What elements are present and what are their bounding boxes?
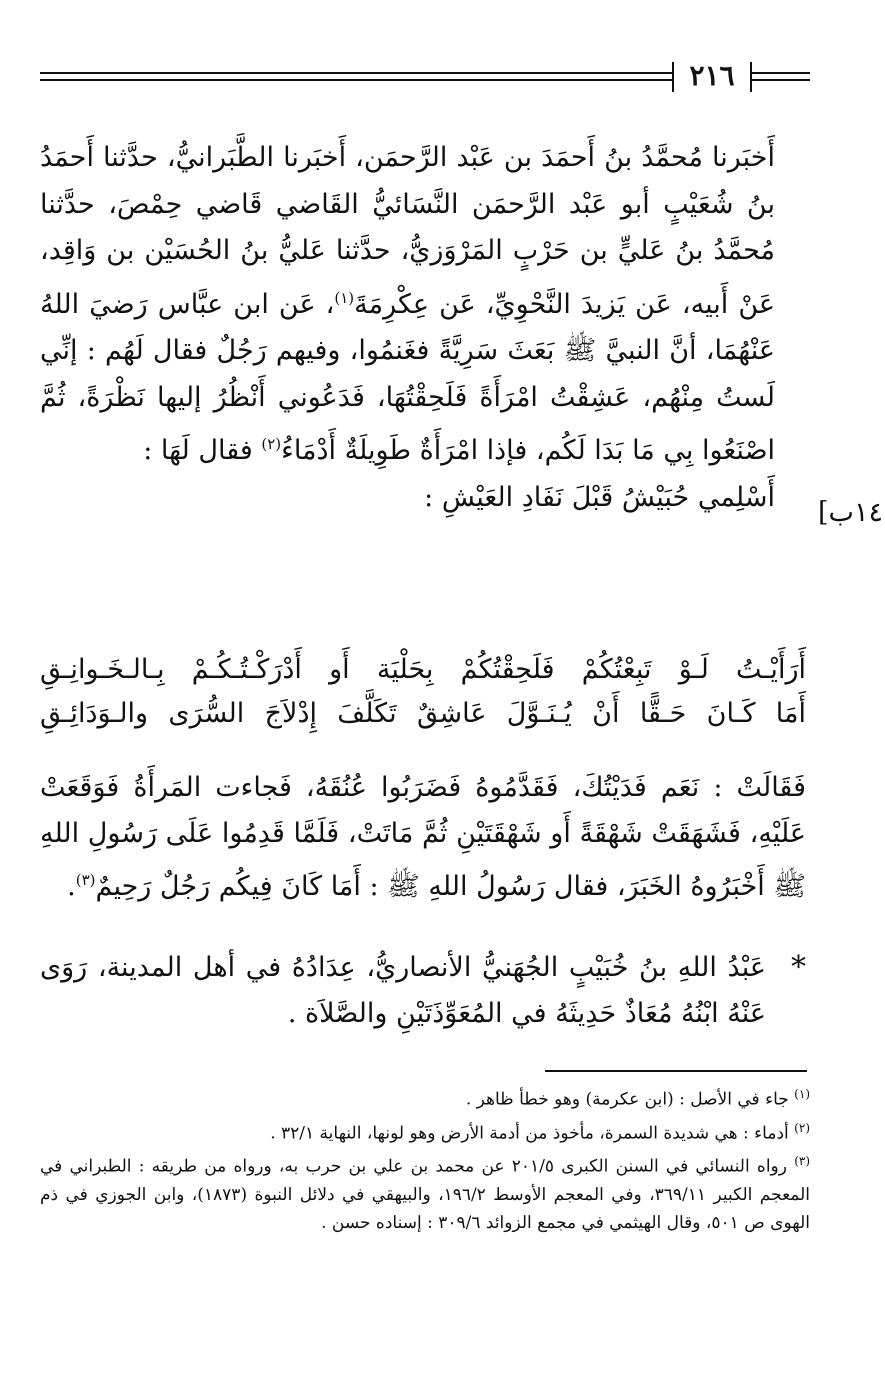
footnote-number: (١) [794, 1087, 810, 1101]
header-bar [750, 62, 752, 92]
paragraph-text [40, 765, 806, 910]
header-rule [752, 79, 810, 81]
text-segment: . [67, 871, 76, 902]
footnote-number: (٢) [794, 1120, 810, 1135]
text-segment: فقال لَهَا : [143, 435, 262, 466]
page-header [40, 58, 810, 98]
asterisk-icon: * [791, 950, 806, 985]
footnote-divider [545, 1070, 807, 1072]
header-rule [40, 72, 672, 74]
narration-paragraph [40, 135, 775, 521]
footnote-ref-1[interactable]: (١) [334, 288, 355, 307]
page-number: ٢١٦ [689, 59, 735, 92]
text-segment: أَخبَرنا مُحمَّدُ بنُ أَحمَدَ بن عَبْد الرَّحمَن، أَخبَرنا الطَّبَرانيُّ، حدَّثنا أَحمَدُ بنُ شُعَيْبٍ أبو عَبْد الرَّحمَن النَّسَائيُّ القَاضي قَاضي حِمْصَ، حدَّثنا مُحمَّدُ بنُ عَليٍّ بن حَرْبٍ المَرْوَزيُّ، حدَّثنا عَليُّ بنُ الحُسَيْن بن وَاقِد، عَنْ أَبيه، عَن يَزيدَ النَّحْوِيِّ، عَن عِكْرِمَةَ [40, 142, 775, 320]
verse-intro-line: أَسْلِمي حُبَيْشُ قَبْلَ نَفَادِ العَيْشِ : [424, 481, 775, 513]
footnote-ref-2[interactable]: (٢) [261, 435, 282, 453]
manuscript-folio-note: ١٤ب] [818, 497, 883, 528]
footnote-item [40, 1080, 810, 1114]
footnote-number: (٣) [794, 1154, 811, 1169]
footnote-item [40, 1147, 810, 1237]
header-rule [752, 72, 810, 74]
header-rule [40, 79, 672, 81]
biography-entry [40, 945, 806, 1037]
footnote-text: جاء في الأصل : (ابن عكرمة) وهو خطأ ظاهر . [465, 1089, 789, 1110]
poem [40, 648, 806, 736]
footnote-ref-3[interactable]: (٣) [75, 871, 96, 889]
text-segment: فَقَالَتْ : نَعَم فَدَيْتُكَ، فَقَدَّمُوهُ فَضَرَبُوا عُنُقَهُ، فَجاءت المَرأَةُ فَوَقَعَتْ عَلَيْهِ، فَشَهَقَتْ شَهْقَةً أَو شَهْقَتَيْنِ ثُمَّ مَاتَتْ، فَلَمَّا قَدِمُوا عَلَى رَسُولِ اللهِ ﷺ أَخْبَرُوهُ الخَبَرَ، فقال رَسُولُ اللهِ ﷺ : أَمَا كَانَ فِيكُم رَجُلٌ رَحِيمٌ [40, 772, 806, 902]
entry-text: عَبْدُ اللهِ بنُ خُبَيْبٍ الجُهَنيُّ الأنصاريُّ، عِدَادُهُ في أهل المدينة، رَوَى عَنْهُ ابْنُهُ مُعَاذٌ حَدِيثَهُ في المُعَوِّذَتَيْنِ والصَّلاَة . [40, 952, 766, 1029]
narration-continuation [40, 765, 806, 910]
footnote-text: رواه النسائي في السنن الكبرى ٢٠١/٥ عن محمد بن علي بن حرب به، ورواه من طريقه : الطبراني في المعجم الكبير ٣٦٩/١١، وفي المعجم الأوسط ١٩٦/٢، والبيهقي في دلائل النبوة (١٨٧٣)، وابن الجوزي في ذم الهوى ص ٥٠١، وقال الهيثمي في مجمع الزوائد ٣٠٩/٦ : إسناده حسن . [40, 1156, 810, 1233]
footnote-item [40, 1114, 810, 1148]
poem-line: أَمَا كَـانَ حَـقًّا أَنْ يُـنَـوَّلَ عَاشِقٌ تَكَلَّفَ إِدْلاَجَ السُّرَى والـوَدَائِـقِ [40, 698, 806, 729]
header-bar [672, 62, 674, 92]
footnote-text: أدماء : هي شديدة السمرة، مأخوذ من أدمة الأرض وهو لونها، النهاية ٣٢/١ . [270, 1123, 789, 1144]
paragraph-text [40, 135, 775, 475]
poem-line: أَرَأَيْـتُ لَـوْ تَبِعْتُكُمْ فَلَحِقْتُكُمْ بِحَلْيَة أَو أَدْرَكْـتُـكُـمْ بِـالـخَـوانِـقِ [40, 654, 806, 685]
footnotes [40, 1080, 810, 1237]
text-segment: ، عَن ابن عبَّاس رَضيَ اللهُ عَنْهُمَا، أنَّ النبيَّ ﷺ بَعَثَ سَرِيَّةً فغَنمُوا، وفيهم رَجُلٌ فقال لَهُم : إنِّي لَستُ مِنْهُم، عَشِقْتُ امْرَأَةً فَلَحِقْتُهَا، فَدَعُوني أَنْظُرُ إليها نَظْرَةً، ثُمَّ اصْنَعُوا بِي مَا بَدَا لَكُم، فإذا امْرَأَةٌ طَوِيلَةٌ أَدْمَاءُ [40, 288, 775, 466]
